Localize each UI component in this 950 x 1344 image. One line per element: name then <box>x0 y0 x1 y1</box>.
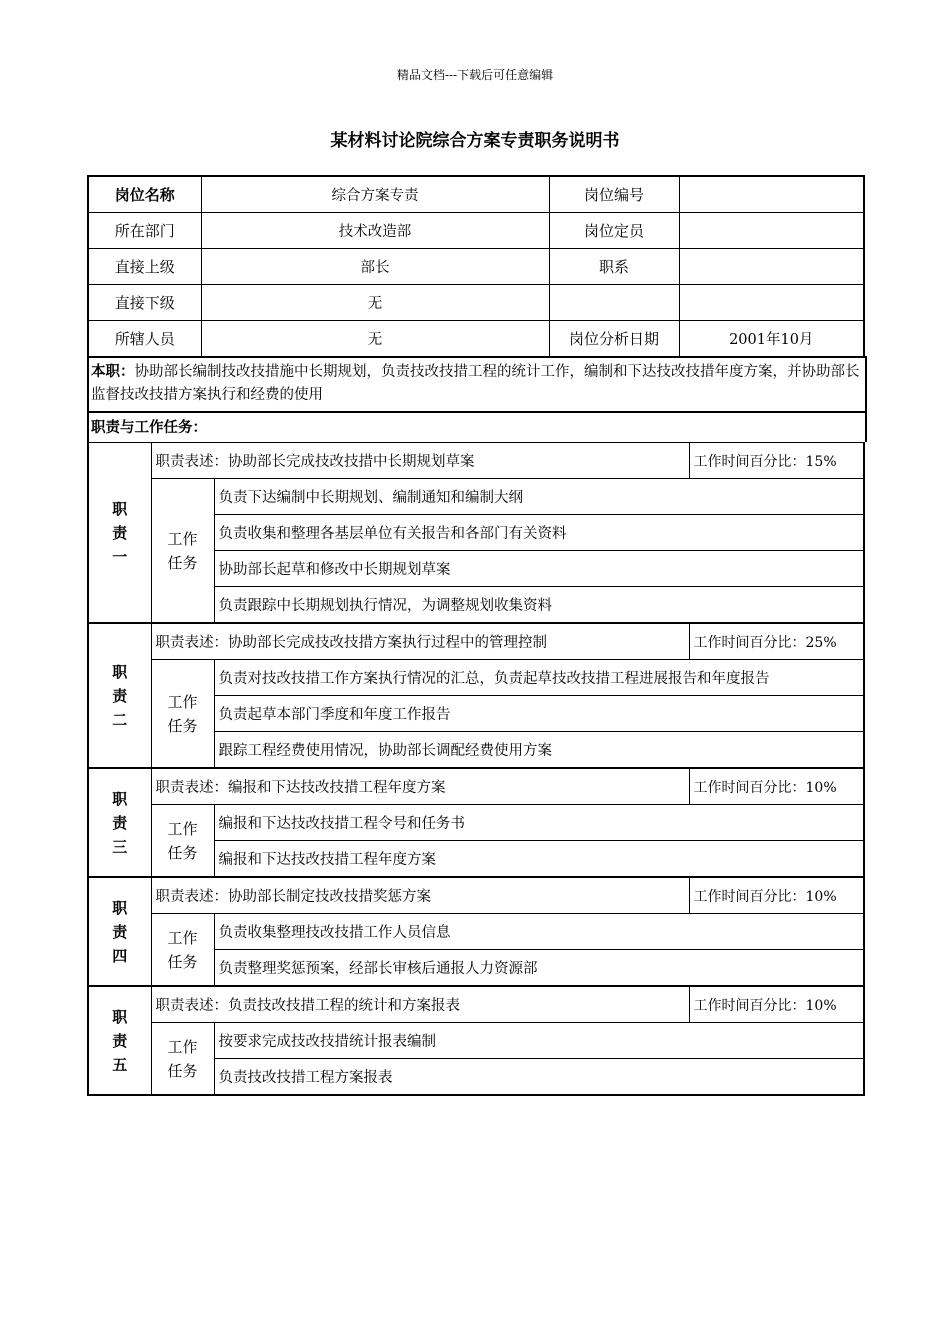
task-item: 编报和下达技改技措工程年度方案 <box>214 841 864 878</box>
tasks-label <box>151 805 214 878</box>
duty-row <box>88 877 864 914</box>
duty-name-text: 职 责 三 <box>112 789 128 856</box>
field-value: 无 <box>201 285 549 321</box>
duty-name-text: 职 责 一 <box>112 499 128 566</box>
duties-heading: 职责与工作任务： <box>87 408 867 442</box>
tasks-label <box>151 914 214 987</box>
field-value: 无 <box>201 321 549 358</box>
duty-name <box>88 986 151 1095</box>
task-item: 负责起草本部门季度和年度工作报告 <box>214 696 864 732</box>
duty-name <box>88 623 151 768</box>
field-value: 部长 <box>201 249 549 285</box>
info-row <box>88 176 864 213</box>
tasks-label <box>151 479 214 624</box>
field-value: 技术改造部 <box>201 213 549 249</box>
tasks-label-text: 工作 任务 <box>167 819 198 862</box>
field-value <box>679 176 864 213</box>
duty-row <box>88 768 864 805</box>
duty-name <box>88 443 151 624</box>
tasks-label-text: 工作 任务 <box>167 692 198 735</box>
duty-percent: 工作时间百分比：10% <box>689 877 864 914</box>
task-item: 负责下达编制中长期规划、编制通知和编制大纲 <box>214 479 864 515</box>
field-label: 直接下级 <box>88 285 201 321</box>
tasks-label <box>151 1023 214 1096</box>
task-row <box>88 914 864 950</box>
field-value <box>679 285 864 321</box>
info-row <box>88 249 864 285</box>
task-item: 负责技改技措工程方案报表 <box>214 1059 864 1096</box>
task-row <box>88 660 864 696</box>
task-row <box>88 1023 864 1059</box>
field-label: 岗位分析日期 <box>549 321 679 358</box>
task-item: 负责跟踪中长期规划执行情况，为调整规划收集资料 <box>214 587 864 624</box>
task-item: 负责对技改技措工作方案执行情况的汇总，负责起草技改技措工程进展报告和年度报告 <box>214 660 864 696</box>
task-item: 协助部长起草和修改中长期规划草案 <box>214 551 864 587</box>
task-item: 跟踪工程经费使用情况，协助部长调配经费使用方案 <box>214 732 864 769</box>
duty-row <box>88 443 864 479</box>
duty-description: 职责表述：编报和下达技改技措工程年度方案 <box>151 768 689 805</box>
field-label: 职系 <box>549 249 679 285</box>
duty-percent: 工作时间百分比：25% <box>689 623 864 660</box>
tasks-label-text: 工作 任务 <box>167 928 198 971</box>
duty-percent: 工作时间百分比：10% <box>689 986 864 1023</box>
field-label: 所辖人员 <box>88 321 201 358</box>
duty-name-text: 职 责 五 <box>112 1007 128 1074</box>
info-row <box>88 321 864 358</box>
field-label <box>549 285 679 321</box>
info-table <box>87 175 865 358</box>
tasks-label <box>151 660 214 769</box>
page-title: 某材料讨论院综合方案专责职务说明书 <box>330 131 620 151</box>
job-summary <box>87 356 867 413</box>
field-label: 岗位定员 <box>549 213 679 249</box>
field-label: 岗位名称 <box>88 176 201 213</box>
duty-name-text: 职 责 四 <box>112 898 128 965</box>
field-value: 综合方案专责 <box>201 176 549 213</box>
duty-name-text: 职 责 二 <box>112 662 128 729</box>
duty-name <box>88 768 151 877</box>
field-value: 2001年10月 <box>679 321 864 358</box>
duty-name <box>88 877 151 986</box>
tasks-label-text: 工作 任务 <box>167 529 198 572</box>
field-value <box>679 213 864 249</box>
job-summary-text: 协助部长编制技改技措施中长期规划，负责技改技措工程的统计工作，编制和下达技改技措年度方案，并协助部长监督技改技措方案执行和经费的使用 <box>91 364 860 403</box>
tasks-label-text: 工作 任务 <box>167 1037 198 1080</box>
header-note: 精品文档---下载后可任意编辑 <box>396 68 554 82</box>
field-label: 直接上级 <box>88 249 201 285</box>
duty-description: 职责表述：协助部长制定技改技措奖惩方案 <box>151 877 689 914</box>
duty-description: 职责表述：协助部长完成技改技措中长期规划草案 <box>151 443 689 479</box>
info-row <box>88 285 864 321</box>
field-label: 岗位编号 <box>549 176 679 213</box>
task-row <box>88 805 864 841</box>
duty-description: 职责表述：负责技改技措工程的统计和方案报表 <box>151 986 689 1023</box>
task-item: 编报和下达技改技措工程令号和任务书 <box>214 805 864 841</box>
info-row <box>88 213 864 249</box>
task-item: 负责收集和整理各基层单位有关报告和各部门有关资料 <box>214 515 864 551</box>
duty-percent: 工作时间百分比：10% <box>689 768 864 805</box>
task-item: 负责收集整理技改技措工作人员信息 <box>214 914 864 950</box>
field-label: 所在部门 <box>88 213 201 249</box>
field-value <box>679 249 864 285</box>
task-row <box>88 479 864 515</box>
duty-row <box>88 623 864 660</box>
duty-row <box>88 986 864 1023</box>
task-item: 按要求完成技改技措统计报表编制 <box>214 1023 864 1059</box>
duty-percent: 工作时间百分比：15% <box>689 443 864 479</box>
job-summary-label: 本职： <box>91 364 135 380</box>
duties-table <box>87 442 865 1096</box>
task-item: 负责整理奖惩预案，经部长审核后通报人力资源部 <box>214 950 864 987</box>
duty-description: 职责表述：协助部长完成技改技措方案执行过程中的管理控制 <box>151 623 689 660</box>
